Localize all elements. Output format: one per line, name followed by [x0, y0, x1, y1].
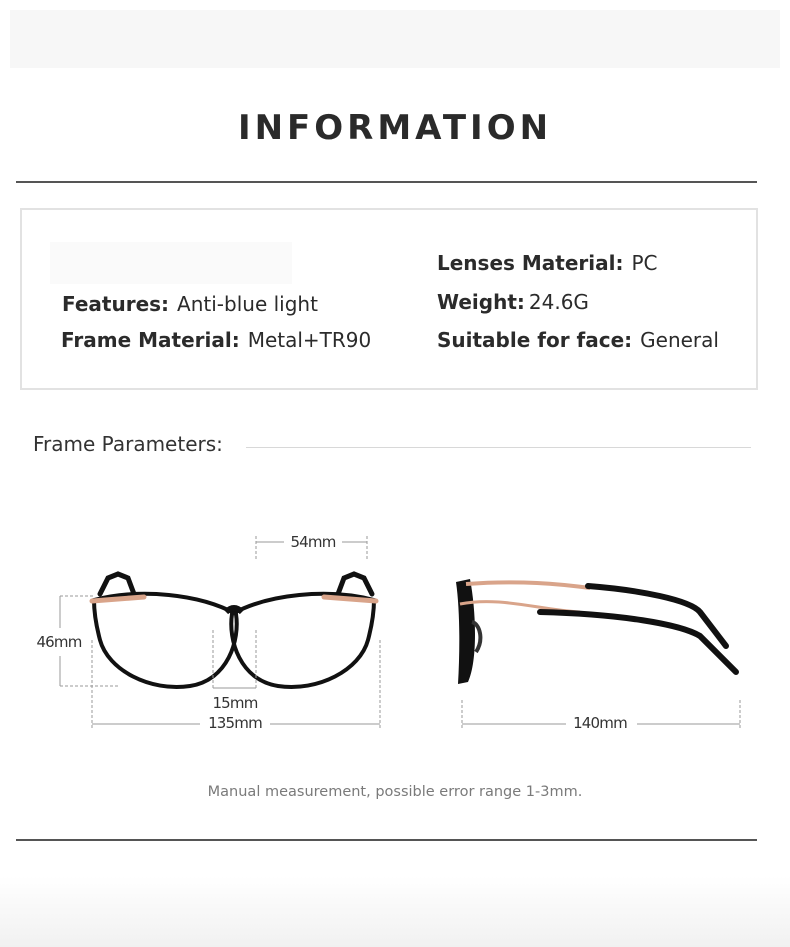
left-lens	[94, 594, 237, 687]
spec-weight-label: Weight:	[437, 290, 525, 314]
spec-lenses-material-value: PC	[631, 251, 658, 275]
spec-frame-material-label: Frame Material:	[61, 328, 240, 352]
spec-features-label: Features:	[62, 292, 170, 316]
right-lens	[231, 594, 374, 687]
spec-weight-value: 24.6G	[528, 290, 589, 314]
frame-parameters-label: Frame Parameters:	[33, 432, 223, 456]
measurement-note: Manual measurement, possible error range 1-3mm.	[207, 784, 583, 800]
spec-suitable-for-face-value: General	[640, 328, 719, 352]
bottom-divider	[16, 839, 757, 841]
lens-width-label: 54mm	[290, 533, 336, 551]
frame-width-label: 135mm	[208, 714, 262, 732]
spec-suitable-for-face-label: Suitable for face:	[437, 328, 633, 352]
bottom-banner-placeholder	[0, 876, 790, 947]
spec-lenses-material-label: Lenses Material:	[437, 251, 624, 275]
spec-features-value: Anti-blue light	[177, 292, 318, 316]
bridge-width-label: 15mm	[212, 694, 258, 712]
section-title: INFORMATION	[237, 108, 553, 148]
lens-height-label: 46mm	[36, 633, 82, 651]
spec-frame-material-value: Metal+TR90	[247, 328, 372, 352]
temple-length-label: 140mm	[573, 714, 627, 732]
front-view-glasses	[92, 574, 376, 687]
side-view-glasses	[456, 579, 736, 684]
